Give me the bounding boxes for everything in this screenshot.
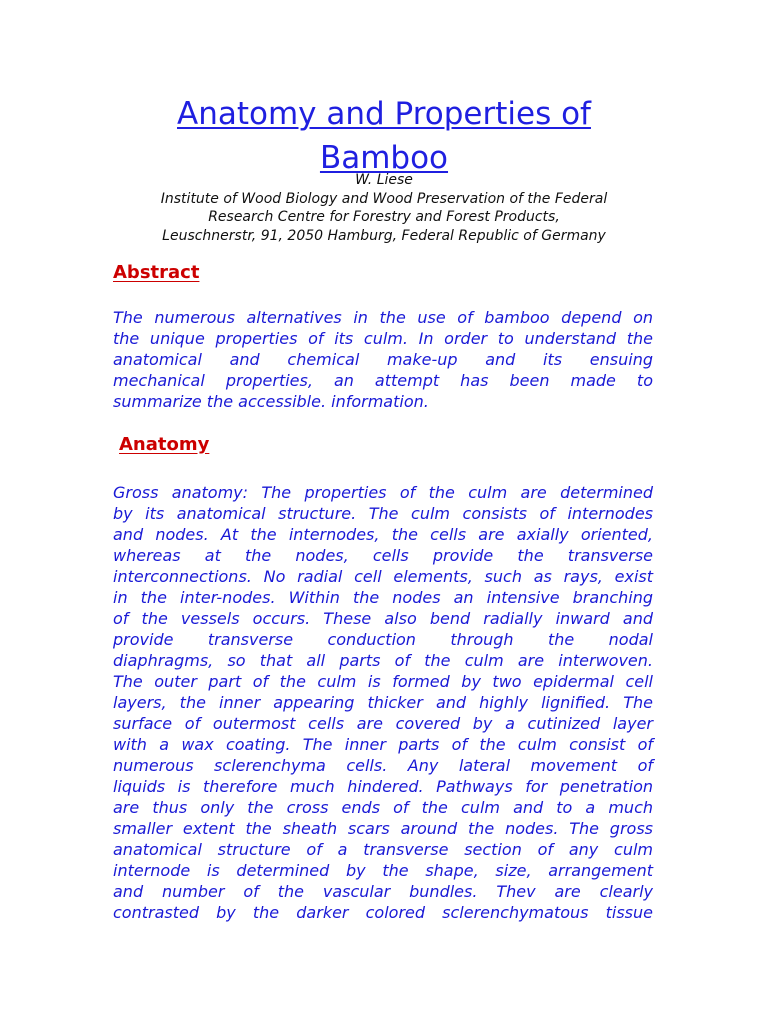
document-title[interactable] (0, 92, 768, 180)
anatomy-line: whereas at the nodes, cells provide the transverse (113, 546, 653, 565)
affiliation-line: Leuschnerstr, 91, 2050 Hamburg, Federal Republic of Germany (162, 227, 606, 244)
anatomy-line: by its anatomical structure. The culm consists of internodes (113, 504, 653, 523)
abstract-line: The numerous alternatives in the use of bamboo depend on (113, 308, 653, 327)
anatomy-line: provide transverse conduction through the nodal (113, 630, 653, 649)
anatomy-line: The outer part of the culm is formed by two epidermal cell (113, 672, 653, 691)
anatomy-line: anatomical structure of a transverse section of any culm (113, 840, 653, 859)
abstract-line: mechanical properties, an attempt has been made to (113, 371, 653, 390)
abstract-line: anatomical and chemical make-up and its ensuing (113, 350, 653, 369)
abstract-line: the unique properties of its culm. In order to understand the (113, 329, 653, 348)
anatomy-line: smaller extent the sheath scars around the nodes. The gross (113, 819, 653, 838)
affiliation-line: Research Centre for Forestry and Forest Products, (208, 209, 560, 225)
author-block (0, 171, 768, 245)
anatomy-line: are thus only the cross ends of the culm and to a much (113, 798, 653, 817)
anatomy-heading: Anatomy (119, 434, 210, 455)
anatomy-line: contrasted by the darker colored sclerenchymatous tissue (113, 903, 653, 922)
anatomy-line: internode is determined by the shape, size, arrangement (113, 861, 653, 880)
anatomy-line: with a wax coating. The inner parts of the culm consist of (113, 735, 653, 754)
anatomy-line: layers, the inner appearing thicker and highly lignified. The (113, 693, 653, 712)
title-line-2: Bamboo (319, 140, 449, 176)
abstract-heading: Abstract (113, 262, 200, 283)
anatomy-line: diaphragms, so that all parts of the culm are interwoven. (113, 651, 653, 670)
anatomy-line: and nodes. At the internodes, the cells are axially oriented, (113, 525, 653, 544)
abstract-paragraph (113, 307, 653, 412)
affiliation-line: Institute of Wood Biology and Wood Preservation of the Federal (160, 190, 608, 207)
anatomy-line: liquids is therefore much hindered. Pathways for penetration (113, 777, 653, 796)
anatomy-line: numerous sclerenchyma cells. Any lateral movement of (113, 756, 653, 775)
title-line-1: Anatomy and Properties of (177, 96, 591, 132)
anatomy-line: of the vessels occurs. These also bend radially inward and (113, 609, 653, 628)
anatomy-paragraph (113, 482, 653, 923)
author-name: W. Liese (355, 172, 413, 188)
anatomy-line: surface of outermost cells are covered by a cutinized layer (113, 714, 653, 733)
anatomy-line: and number of the vascular bundles. Thev are clearly (113, 882, 653, 901)
anatomy-line: Gross anatomy: The properties of the culm are determined (113, 483, 653, 502)
anatomy-line: in the inter-nodes. Within the nodes an intensive branching (113, 588, 653, 607)
anatomy-line: interconnections. No radial cell elements, such as rays, exist (113, 567, 653, 586)
abstract-line: summarize the accessible. information. (113, 392, 429, 411)
